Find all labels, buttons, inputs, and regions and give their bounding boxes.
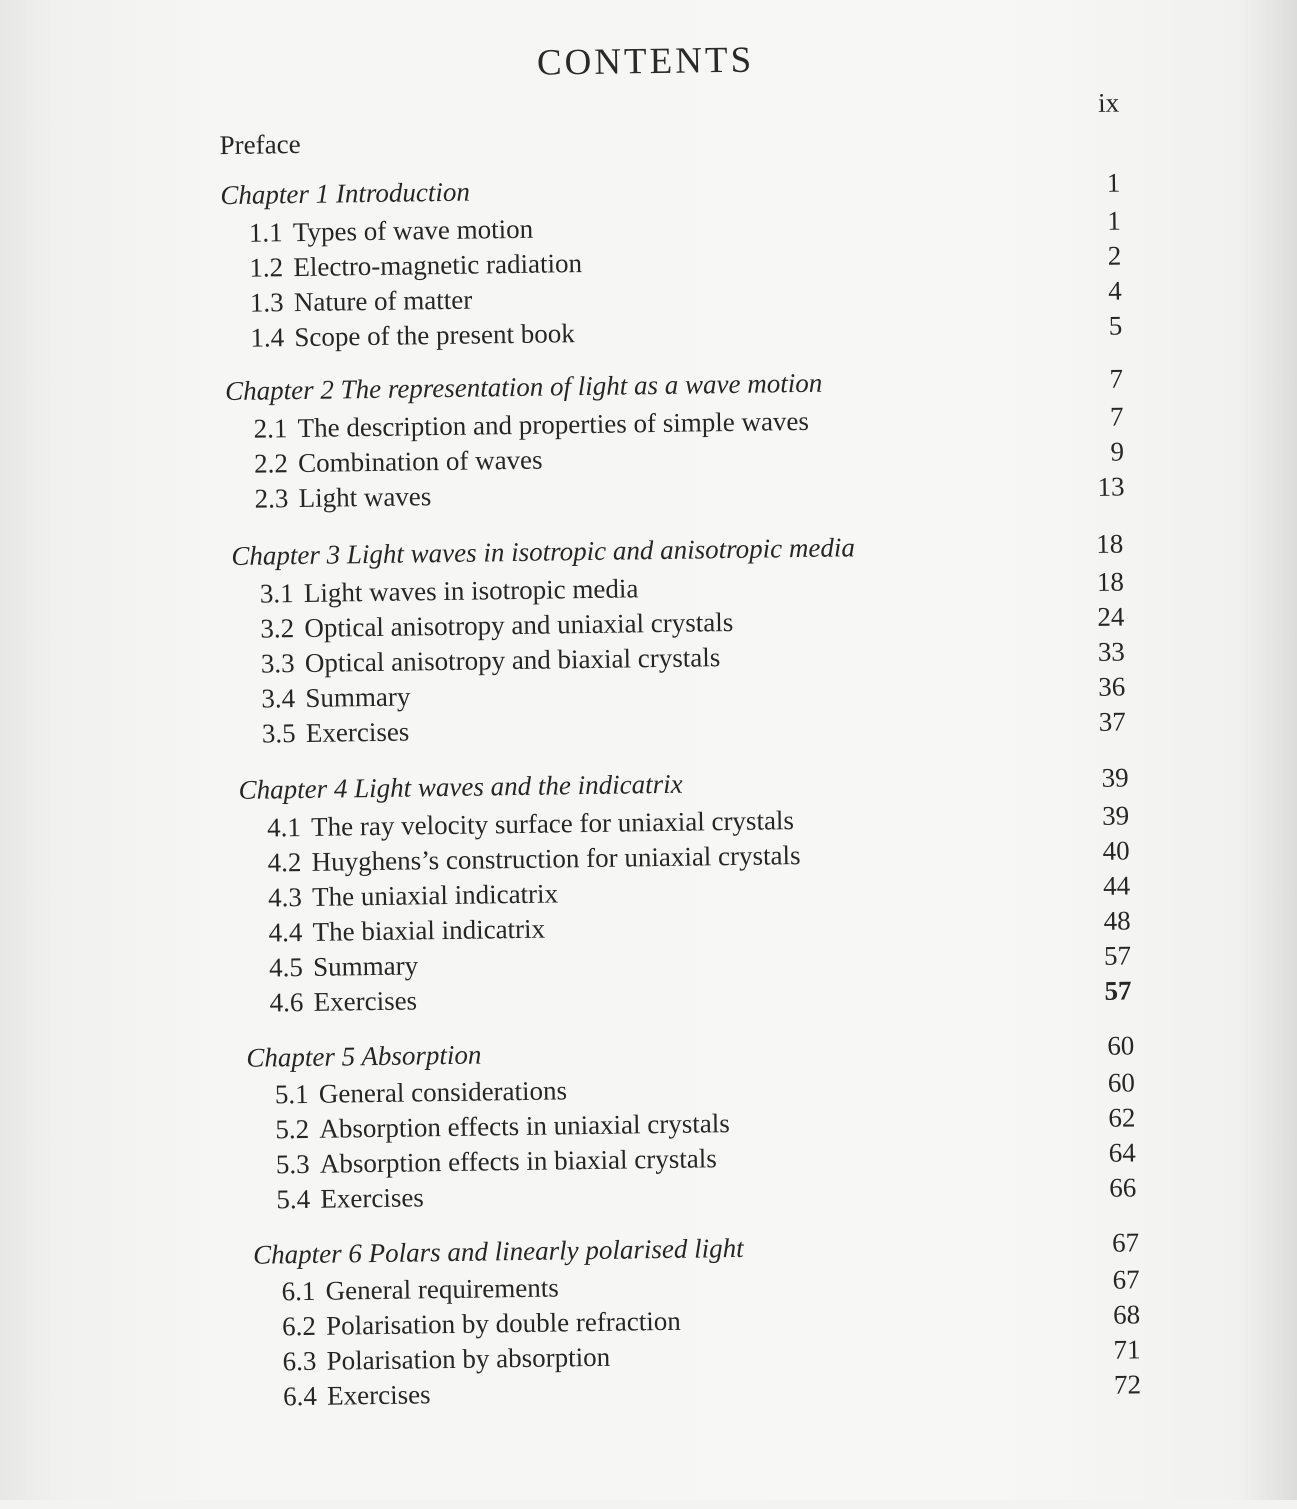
toc-section-6-1 xyxy=(281,1264,1140,1308)
chapter-title: Chapter 4 Light waves and the indicatrix xyxy=(238,768,683,805)
section-number: 1.3 xyxy=(249,287,284,318)
toc-section-6-2 xyxy=(281,1299,1141,1344)
section-title: General requirements xyxy=(325,1272,559,1306)
page-number: 62 xyxy=(1108,1102,1136,1133)
section-title: Optical anisotropy and uniaxial crystals xyxy=(304,606,734,643)
section-number: 5.3 xyxy=(275,1148,310,1180)
section-title: The biaxial indicatrix xyxy=(312,913,546,947)
page-number: 7 xyxy=(1109,363,1124,394)
toc-chapter-2 xyxy=(224,363,1124,408)
page-number: 7 xyxy=(1109,401,1124,432)
toc-section-4-3 xyxy=(267,870,1131,914)
section-number: 4.6 xyxy=(269,987,304,1018)
section-number: 6.3 xyxy=(282,1345,317,1377)
page-number: 5 xyxy=(1108,310,1123,341)
section-title: Polarisation by absorption xyxy=(326,1341,611,1376)
page-number: 60 xyxy=(1107,1067,1136,1098)
page-number: 24 xyxy=(1097,601,1125,632)
toc-section-1-3 xyxy=(249,275,1122,320)
toc-section-2-3 xyxy=(254,471,1125,515)
page-number: 36 xyxy=(1098,671,1126,702)
section-title: Exercises xyxy=(305,716,410,748)
page-number: 4 xyxy=(1108,275,1122,306)
toc-chapter-5 xyxy=(246,1030,1135,1075)
section-title: Light waves in isotropic media xyxy=(303,573,639,608)
section-title: The uniaxial indicatrix xyxy=(311,878,559,912)
section-title: Summary xyxy=(305,681,411,713)
toc-section-5-1 xyxy=(274,1067,1136,1111)
toc-section-1-2 xyxy=(249,240,1122,285)
toc-section-2-2 xyxy=(253,436,1125,481)
section-title: General considerations xyxy=(318,1075,568,1109)
page-number: 66 xyxy=(1109,1172,1137,1203)
page-number: 33 xyxy=(1097,636,1126,667)
section-number: 4.5 xyxy=(268,952,304,983)
chapter-title: Chapter 2 The representation of light as a wave motion xyxy=(224,367,823,407)
section-number: 6.4 xyxy=(282,1380,318,1412)
page-number: 67 xyxy=(1112,1264,1140,1295)
section-title: Combination of waves xyxy=(297,444,543,479)
toc-section-3-2 xyxy=(260,601,1125,646)
section-title: The ray velocity surface for uniaxial crystals xyxy=(310,805,795,842)
section-title: Light waves xyxy=(298,481,432,514)
section-number: 4.3 xyxy=(267,882,303,913)
page-number: 64 xyxy=(1108,1137,1137,1168)
toc-section-4-2 xyxy=(267,835,1130,879)
toc-section-4-4 xyxy=(268,905,1131,950)
toc-section-1-4 xyxy=(250,310,1123,355)
section-number: 3.1 xyxy=(259,578,294,609)
section-title: Exercises xyxy=(313,985,418,1017)
page-number: 72 xyxy=(1113,1369,1142,1400)
page-number: 57 xyxy=(1103,940,1132,971)
section-title: Electro-magnetic radiation xyxy=(293,248,583,283)
toc-section-6-3 xyxy=(282,1334,1141,1379)
page-title: CONTENTS xyxy=(536,39,755,84)
section-title: Types of wave motion xyxy=(292,213,534,248)
toc-chapter-6 xyxy=(252,1227,1140,1272)
section-number: 1.4 xyxy=(250,322,285,353)
toc-chapter-1 xyxy=(220,167,1121,212)
section-number: 6.1 xyxy=(281,1275,316,1307)
page-number: 68 xyxy=(1112,1299,1141,1330)
page-number: 39 xyxy=(1101,762,1129,793)
section-title: Exercises xyxy=(320,1182,425,1214)
page-number: 2 xyxy=(1107,240,1122,271)
page-number: 39 xyxy=(1101,800,1130,831)
section-number: 1.1 xyxy=(248,217,283,248)
page-number: 60 xyxy=(1107,1030,1135,1061)
toc-section-1-1 xyxy=(248,205,1122,250)
toc-section-4-5 xyxy=(268,940,1132,984)
section-number: 4.1 xyxy=(266,812,302,843)
toc-section-2-1 xyxy=(253,401,1124,446)
section-title: Huyghens’s construction for uniaxial crystals xyxy=(311,840,801,877)
page-number: 13 xyxy=(1097,471,1125,502)
chapter-title: Chapter 1 Introduction xyxy=(220,176,471,211)
page-number: 57 xyxy=(1104,975,1132,1006)
section-number: 2.3 xyxy=(254,483,289,514)
section-title: Scope of the present book xyxy=(294,318,575,353)
chapter-title: Chapter 6 Polars and linearly polarised light xyxy=(252,1232,744,1270)
page-number: 71 xyxy=(1113,1334,1141,1365)
toc-section-3-1 xyxy=(259,566,1125,610)
page-number: 67 xyxy=(1111,1227,1140,1258)
section-number: 5.1 xyxy=(274,1078,309,1110)
chapter-title: Chapter 3 Light waves in isotropic and anisotropic media xyxy=(231,532,856,571)
page-number: 40 xyxy=(1102,835,1130,866)
toc-section-3-4 xyxy=(261,671,1126,715)
toc-section-3-3 xyxy=(260,636,1126,680)
section-title: Optical anisotropy and biaxial crystals xyxy=(304,642,721,678)
section-number: 4.2 xyxy=(267,847,302,878)
toc-chapter-3 xyxy=(231,528,1124,573)
page-number: 48 xyxy=(1103,905,1131,936)
section-number: 3.4 xyxy=(261,683,296,714)
section-number: 2.1 xyxy=(253,413,288,444)
page-number: 18 xyxy=(1096,566,1125,597)
section-title: Exercises xyxy=(326,1379,431,1411)
section-number: 4.4 xyxy=(268,917,303,948)
section-number: 3.3 xyxy=(260,648,295,679)
section-number: 3.2 xyxy=(260,613,295,644)
chapter-title: Chapter 5 Absorption xyxy=(246,1039,482,1073)
page-number: ix xyxy=(1097,87,1120,118)
section-number: 1.2 xyxy=(249,252,284,283)
page-number: 44 xyxy=(1102,870,1131,901)
section-title: Summary xyxy=(312,950,419,982)
section-number: 2.2 xyxy=(253,448,289,479)
section-title: Nature of matter xyxy=(293,284,473,318)
page-number: 18 xyxy=(1096,528,1124,559)
toc-section-6-4 xyxy=(282,1369,1142,1413)
section-title: Polarisation by double refraction xyxy=(325,1305,681,1341)
toc-chapter-4 xyxy=(238,762,1129,807)
section-title: The description and properties of simple waves xyxy=(297,405,810,444)
section-number: 6.2 xyxy=(281,1310,317,1342)
section-title: Absorption effects in uniaxial crystals xyxy=(319,1108,730,1144)
page-number: 1 xyxy=(1106,167,1121,198)
page-number: 9 xyxy=(1110,436,1125,467)
section-number: 5.4 xyxy=(276,1183,311,1215)
toc-entry-preface xyxy=(219,87,1120,162)
toc-section-3-5 xyxy=(261,706,1126,751)
entry-label: Preface xyxy=(219,128,301,161)
section-title: Absorption effects in biaxial crystals xyxy=(319,1143,717,1179)
section-number: 5.2 xyxy=(275,1113,310,1145)
toc-section-4-6 xyxy=(269,975,1132,1019)
page-number: 1 xyxy=(1107,205,1122,236)
page-number: 37 xyxy=(1098,706,1126,737)
toc-section-5-2 xyxy=(275,1102,1136,1146)
toc-section-5-4 xyxy=(276,1172,1137,1216)
section-number: 3.5 xyxy=(261,718,296,749)
toc-section-5-3 xyxy=(275,1137,1137,1181)
